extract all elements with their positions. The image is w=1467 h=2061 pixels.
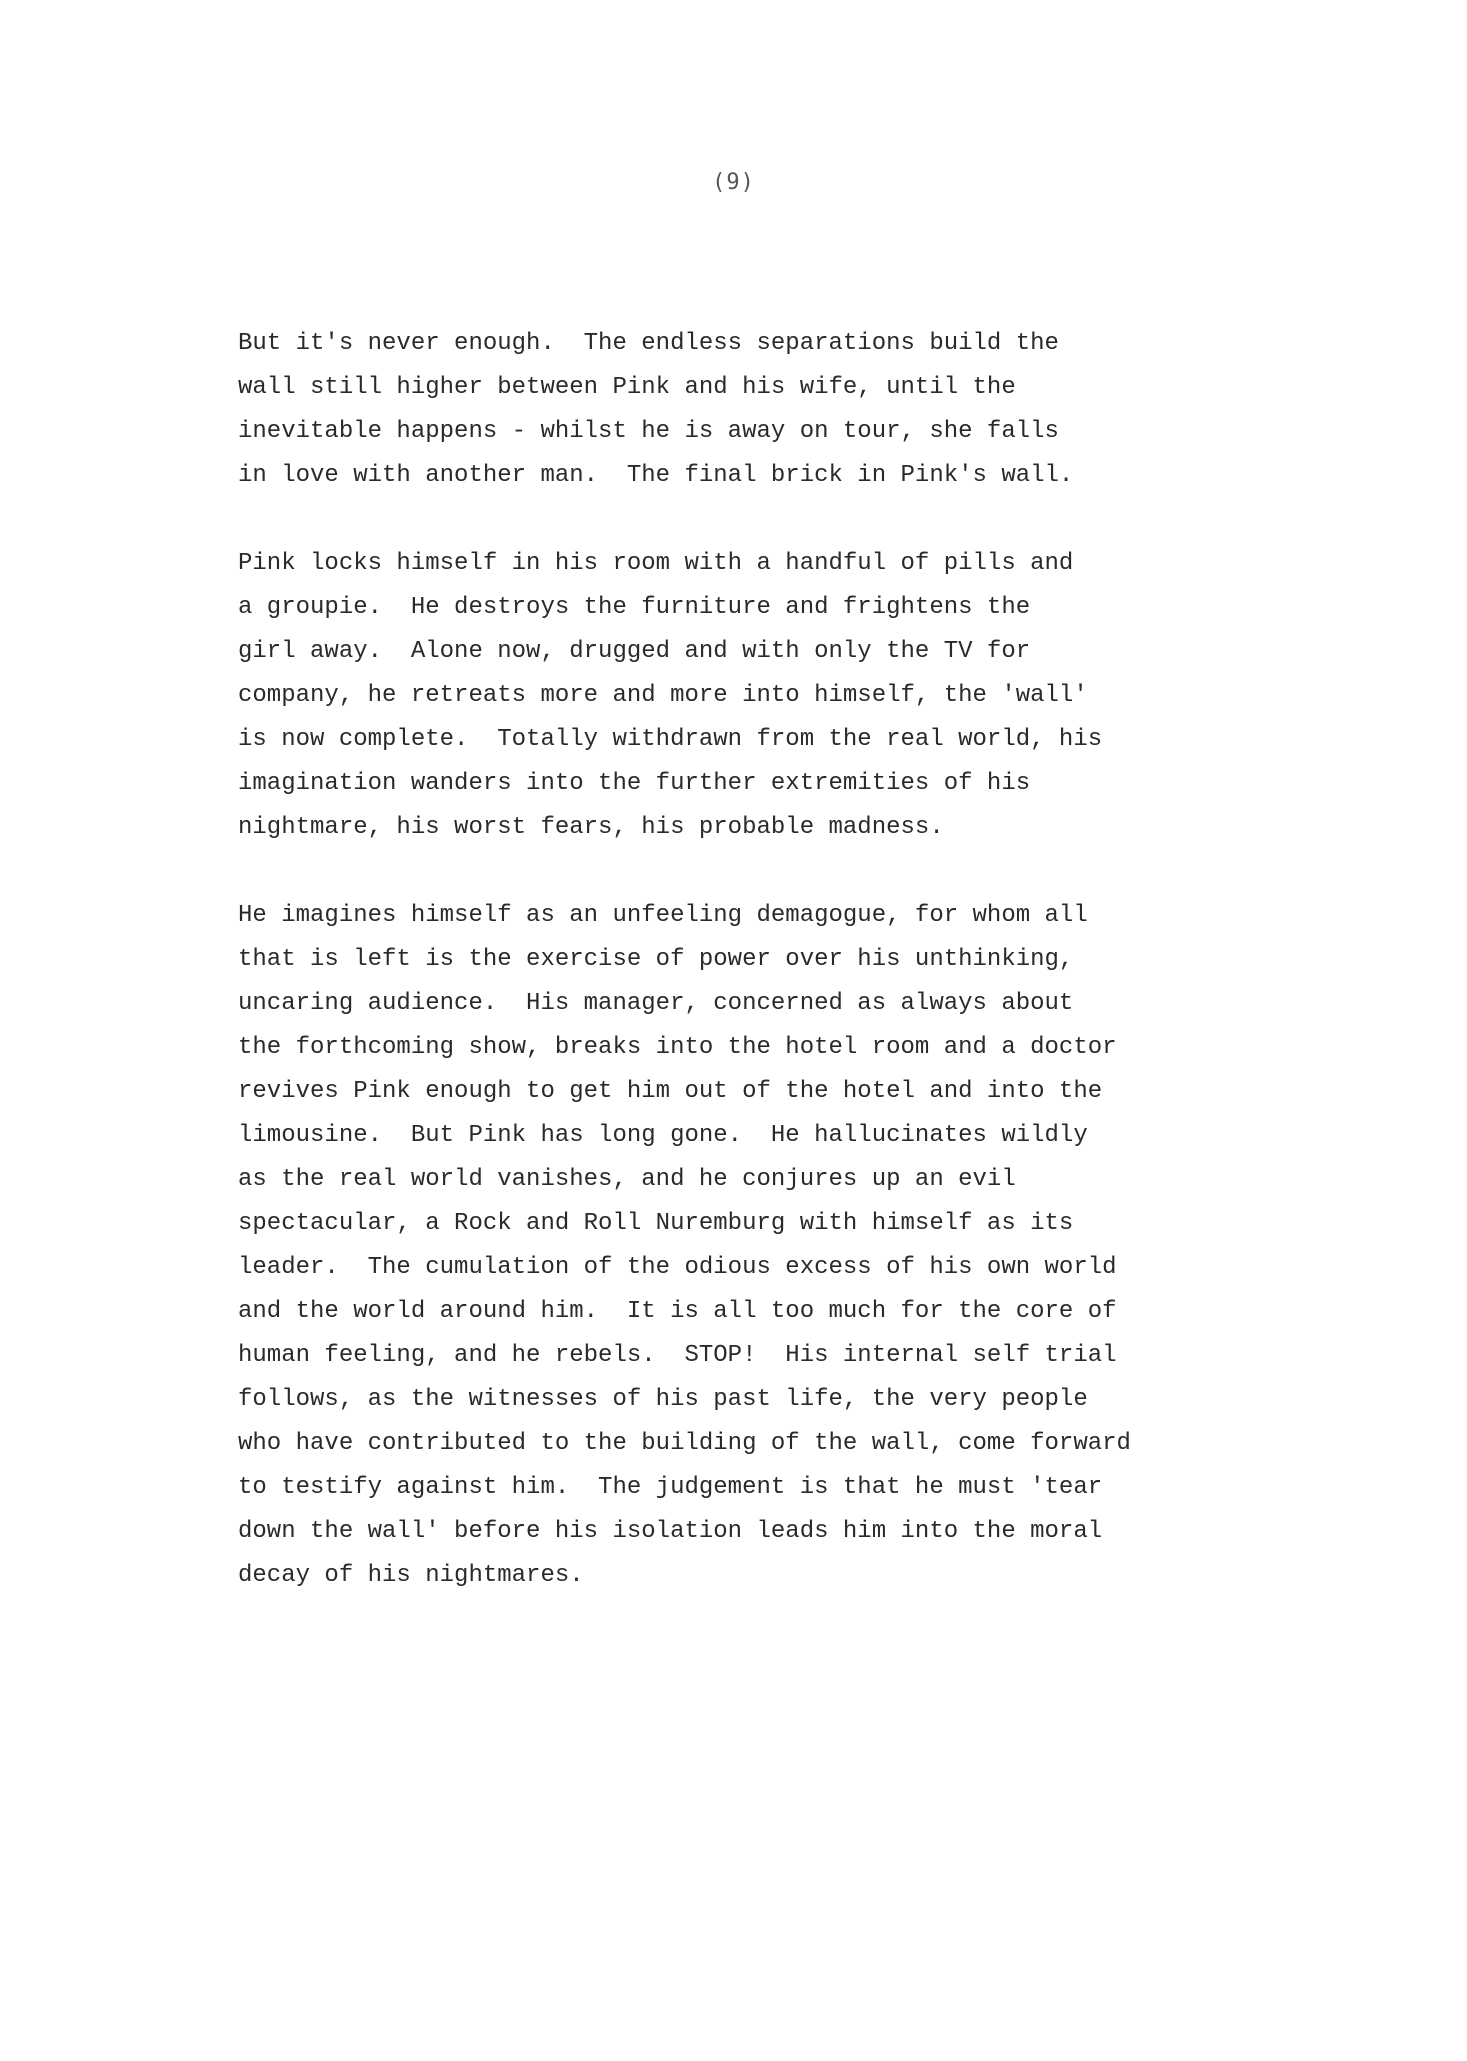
text-line: He imagines himself as an unfeeling demagogue, for whom all bbox=[238, 902, 1088, 929]
text-line: a groupie. He destroys the furniture and frightens the bbox=[238, 594, 1031, 621]
text-line: down the wall' before his isolation leads him into the moral bbox=[238, 1518, 1103, 1545]
text-line: uncaring audience. His manager, concerned as always about bbox=[238, 990, 1074, 1017]
text-line: to testify against him. The judgement is that he must 'tear bbox=[238, 1474, 1103, 1501]
text-line: Pink locks himself in his room with a handful of pills and bbox=[238, 550, 1074, 577]
text-line: and the world around him. It is all too much for the core of bbox=[238, 1298, 1117, 1325]
text-line: But it's never enough. The endless separations build the bbox=[238, 330, 1059, 357]
text-line: decay of his nightmares. bbox=[238, 1562, 584, 1589]
text-line: as the real world vanishes, and he conjures up an evil bbox=[238, 1166, 1016, 1193]
text-line: nightmare, his worst fears, his probable madness. bbox=[238, 814, 944, 841]
paragraph-3 bbox=[238, 894, 1368, 1598]
text-line: that is left is the exercise of power over his unthinking, bbox=[238, 946, 1074, 973]
text-line: spectacular, a Rock and Roll Nuremburg with himself as its bbox=[238, 1210, 1074, 1237]
text-line: the forthcoming show, breaks into the hotel room and a doctor bbox=[238, 1034, 1117, 1061]
text-line: inevitable happens - whilst he is away on tour, she falls bbox=[238, 418, 1059, 445]
paragraph-2 bbox=[238, 542, 1368, 850]
page-number: (9) bbox=[712, 170, 755, 195]
text-line: human feeling, and he rebels. STOP! His internal self trial bbox=[238, 1342, 1117, 1369]
text-line: who have contributed to the building of the wall, come forward bbox=[238, 1430, 1131, 1457]
text-line: company, he retreats more and more into himself, the 'wall' bbox=[238, 682, 1088, 709]
text-line: is now complete. Totally withdrawn from the real world, his bbox=[238, 726, 1103, 753]
body-text bbox=[238, 322, 1368, 1642]
text-line: follows, as the witnesses of his past life, the very people bbox=[238, 1386, 1088, 1413]
text-line: limousine. But Pink has long gone. He hallucinates wildly bbox=[238, 1122, 1088, 1149]
text-line: in love with another man. The final brick in Pink's wall. bbox=[238, 462, 1074, 489]
text-line: leader. The cumulation of the odious excess of his own world bbox=[238, 1254, 1117, 1281]
paragraph-1 bbox=[238, 322, 1368, 498]
text-line: imagination wanders into the further extremities of his bbox=[238, 770, 1031, 797]
text-line: girl away. Alone now, drugged and with only the TV for bbox=[238, 638, 1031, 665]
text-line: revives Pink enough to get him out of the hotel and into the bbox=[238, 1078, 1103, 1105]
text-line: wall still higher between Pink and his wife, until the bbox=[238, 374, 1016, 401]
